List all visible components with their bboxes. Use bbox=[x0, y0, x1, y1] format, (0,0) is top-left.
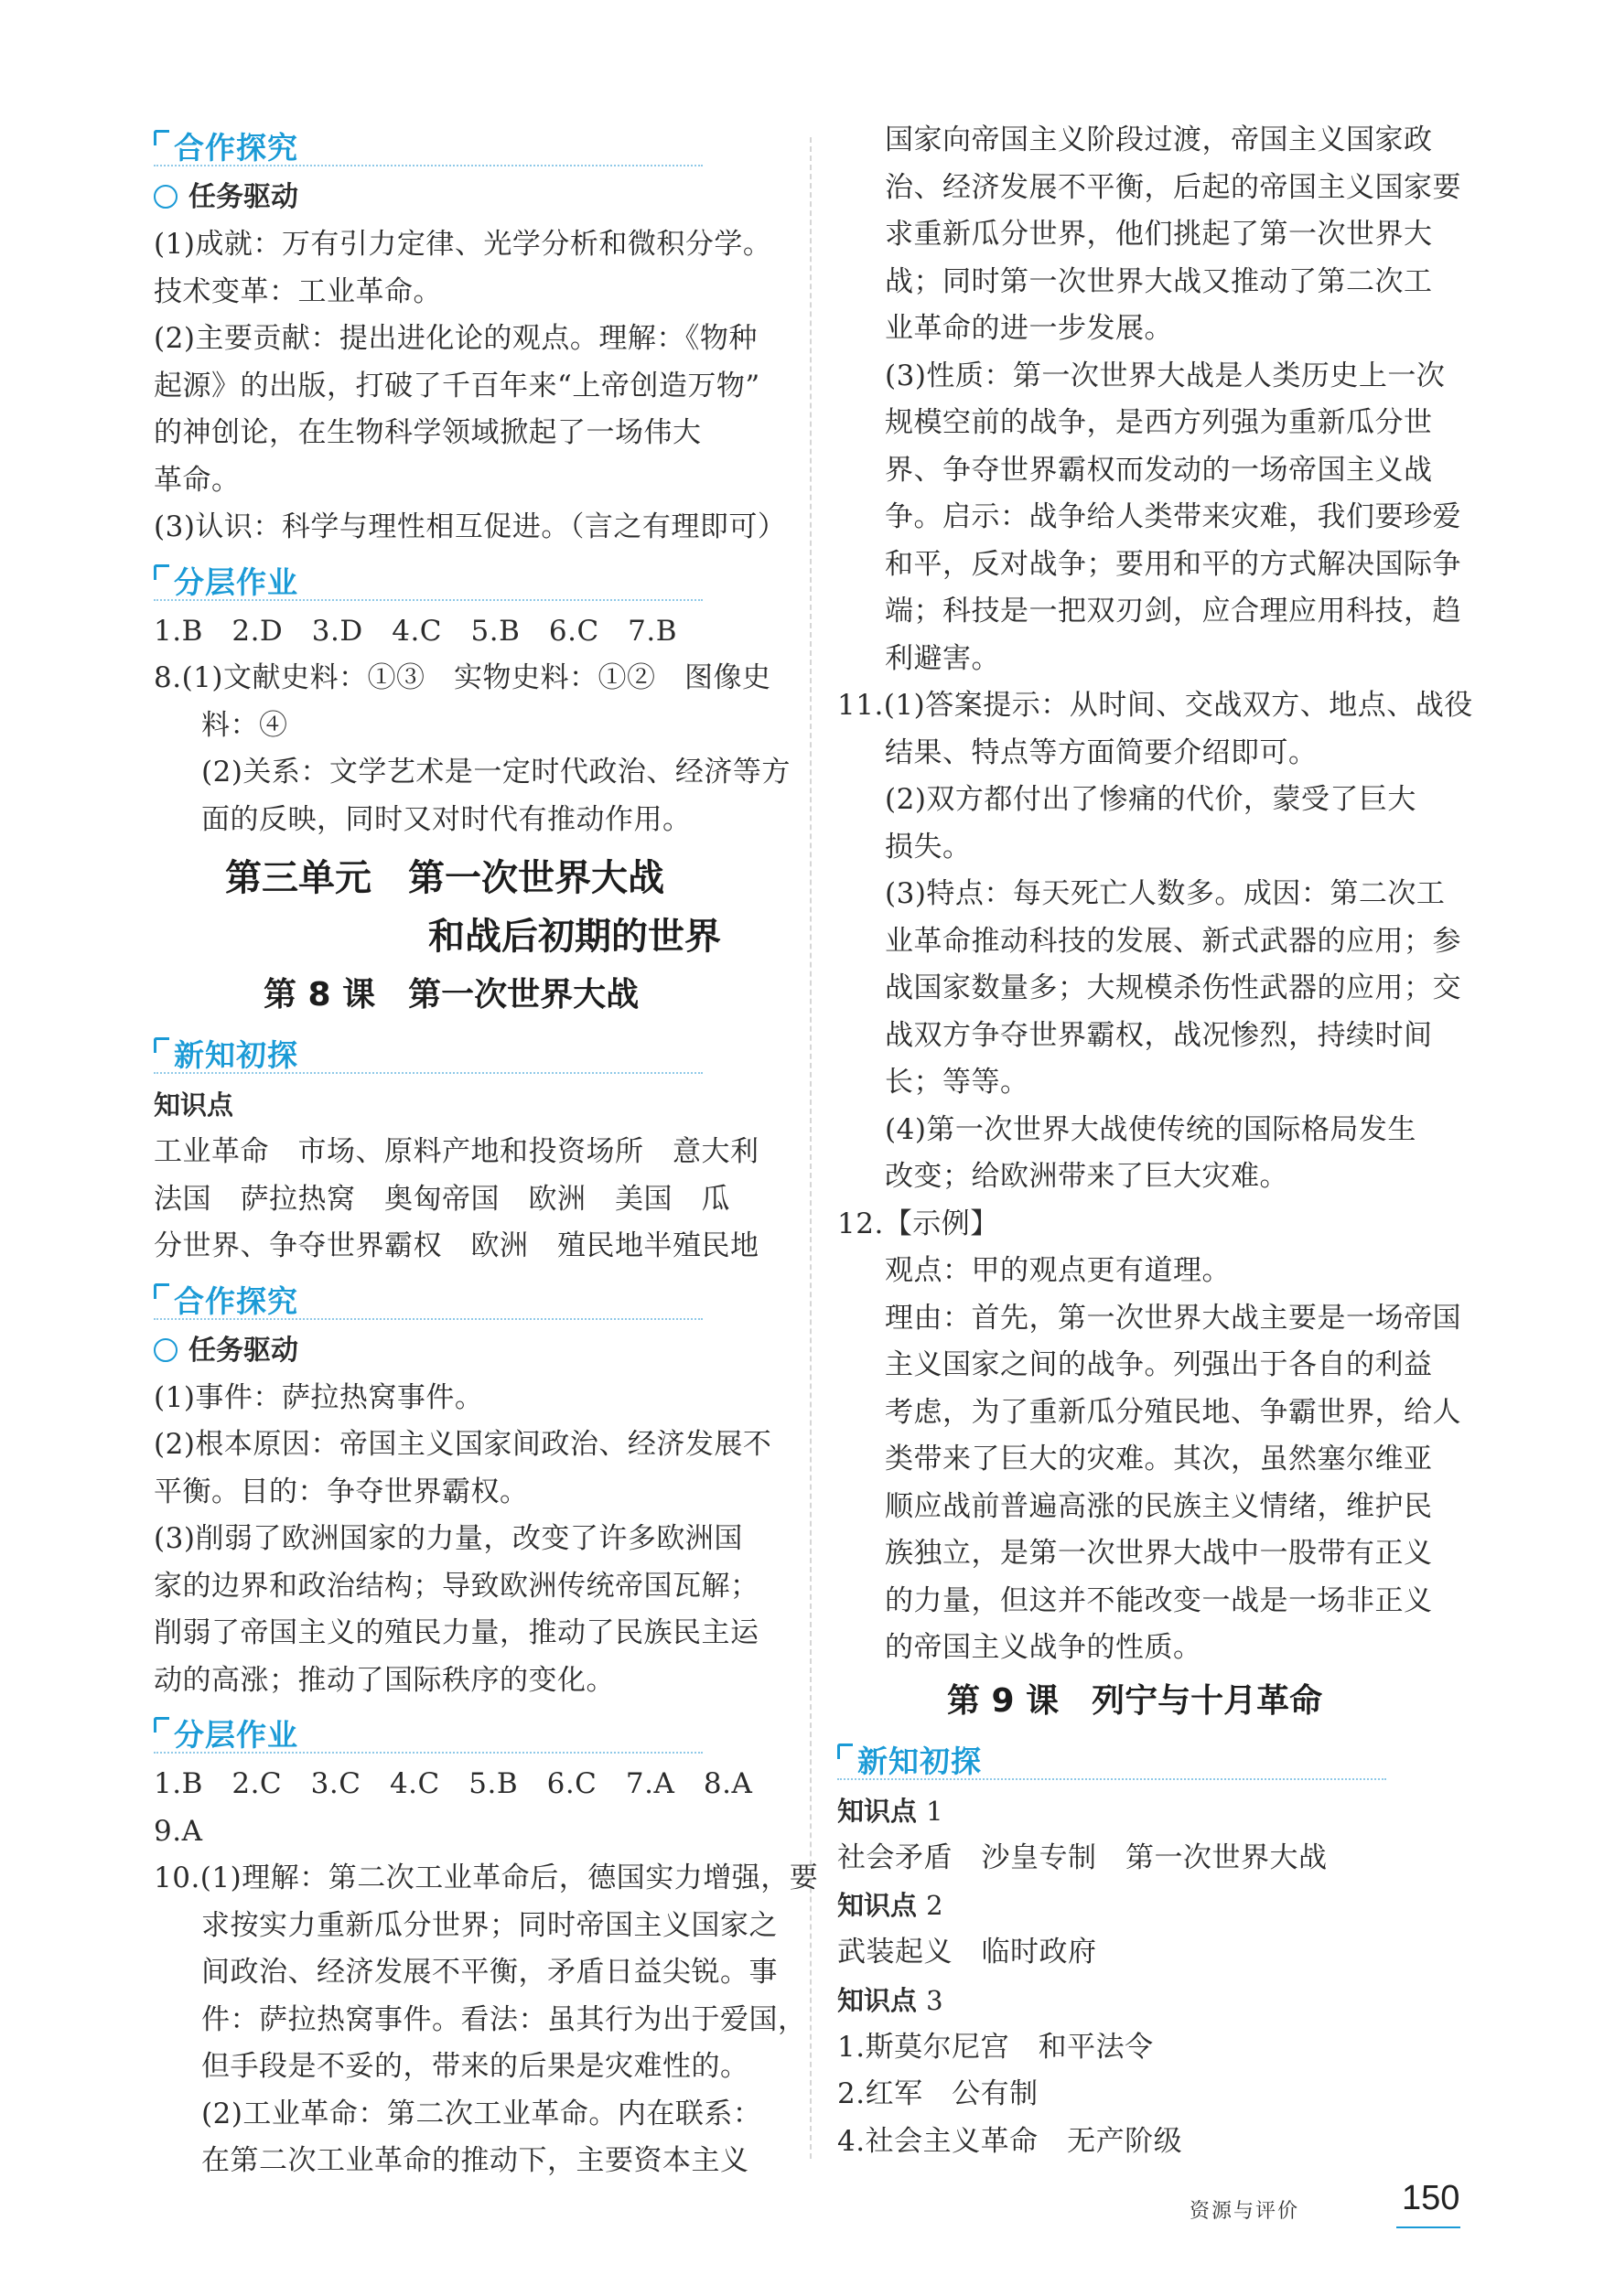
answer-line: 1.B 2.D 3.D 4.C 5.B 6.C 7.B bbox=[154, 614, 678, 648]
section-marker-icon bbox=[154, 1283, 169, 1299]
answer-line: 2.红军 公有制 bbox=[837, 2077, 1039, 2110]
answer-line: 武装起义 临时政府 bbox=[837, 1936, 1097, 1969]
answer-line: (4)第一次世界大战使传统的国际格局发生 bbox=[885, 1112, 1416, 1146]
answer-line: 1.B 2.C 3.C 4.C 5.B 6.C 7.A 8.A bbox=[154, 1767, 753, 1800]
knowledge-point-1-label bbox=[837, 1787, 1478, 1835]
knowledge-point-number: 1 bbox=[926, 1795, 943, 1827]
page-number: 150 bbox=[1402, 2179, 1460, 2217]
section-header-new-knowledge bbox=[837, 1736, 1478, 1782]
footer-label: 资源与评价 bbox=[1190, 2200, 1300, 2223]
lesson-8-title: 第 8 课 第一次世界大战 bbox=[264, 976, 640, 1014]
knowledge-point-label-text: 知识点 bbox=[837, 1984, 918, 2016]
answer-line: 技术变革：工业革命。 bbox=[154, 274, 442, 308]
answer-line: (2)工业革命：第二次工业革命。内在联系： bbox=[201, 2097, 762, 2130]
task-drive-heading bbox=[154, 174, 794, 221]
section-title: 合作探究 bbox=[174, 130, 298, 166]
section-marker-icon bbox=[154, 130, 169, 145]
section-header-layered-homework bbox=[154, 557, 794, 603]
column-divider bbox=[810, 137, 812, 2159]
answer-line: 的力量，但这并不能改变一战是一场非正义 bbox=[885, 1583, 1433, 1617]
section-title: 新知初探 bbox=[857, 1743, 982, 1779]
answer-line: 面的反映，同时又对时代有推动作用。 bbox=[201, 802, 692, 836]
answer-line: 主义国家之间的战争。列强出于各自的利益 bbox=[885, 1348, 1433, 1381]
answer-line: 观点：甲的观点更有道理。 bbox=[885, 1254, 1231, 1287]
answer-line: (3)削弱了欧洲国家的力量，改变了许多欧洲国 bbox=[154, 1522, 743, 1555]
answer-line: (2)关系：文学艺术是一定时代政治、经济等方 bbox=[201, 756, 791, 789]
knowledge-point-number: 3 bbox=[926, 1984, 943, 2016]
task-drive-icon bbox=[154, 185, 178, 209]
answer-line: (3)性质：第一次世界大战是人类历史上一次 bbox=[885, 359, 1446, 392]
answer-line: 利避害。 bbox=[885, 641, 1000, 675]
answer-line: 11.(1)答案提示：从时间、交战双方、地点、战役 bbox=[837, 689, 1473, 722]
answer-line: 料：④ bbox=[201, 708, 288, 742]
task-drive-label: 任务驱动 bbox=[188, 1334, 298, 1367]
section-rule bbox=[154, 165, 703, 166]
unit-title-line2: 和战后初期的世界 bbox=[428, 916, 721, 958]
answer-line: (1)成就：万有引力定律、光学分析和微积分学。 bbox=[154, 228, 772, 261]
page-number-underline bbox=[1396, 2226, 1460, 2228]
knowledge-point-label: 知识点 bbox=[154, 1089, 234, 1121]
knowledge-point-label-text: 知识点 bbox=[837, 1795, 918, 1827]
answer-line: 工业革命 市场、原料产地和投资场所 意大利 bbox=[154, 1135, 759, 1168]
answer-line: (2)主要贡献：提出进化论的观点。理解：《物种 bbox=[154, 322, 758, 355]
answer-line: 家的边界和政治结构；导致欧洲传统帝国瓦解； bbox=[154, 1569, 759, 1603]
answer-line: 的帝国主义战争的性质。 bbox=[885, 1631, 1202, 1664]
answer-line: 动的高涨；推动了国际秩序的变化。 bbox=[154, 1663, 615, 1697]
answer-line: 改变；给欧洲带来了巨大灾难。 bbox=[885, 1160, 1288, 1193]
answer-line: 和平，反对战争；要用和平的方式解决国际争 bbox=[885, 547, 1461, 581]
answer-line: 削弱了帝国主义的殖民力量，推动了民族民主运 bbox=[154, 1616, 759, 1649]
section-title: 分层作业 bbox=[174, 563, 298, 600]
answer-line: 治、经济发展不平衡，后起的帝国主义国家要 bbox=[885, 170, 1461, 204]
section-header-cooperation bbox=[154, 123, 794, 168]
section-rule bbox=[154, 1318, 703, 1320]
answer-line: 在第二次工业革命的推动下，主要资本主义 bbox=[201, 2144, 749, 2177]
knowledge-point-label-text: 知识点 bbox=[837, 1890, 918, 1921]
answer-line: 但手段是不妥的，带来的后果是灾难性的。 bbox=[201, 2050, 749, 2083]
answer-line: 的神创论，在生物科学领域掀起了一场伟大 bbox=[154, 416, 702, 449]
answer-line: 法国 萨拉热窝 奥匈帝国 欧洲 美国 瓜 bbox=[154, 1182, 730, 1216]
answer-line: (2)根本原因：帝国主义国家间政治、经济发展不 bbox=[154, 1428, 772, 1461]
answer-line: 起源》的出版，打破了千百年来“上帝创造万物” bbox=[154, 369, 760, 402]
unit-title-line1: 第三单元 第一次世界大战 bbox=[225, 857, 664, 899]
right-column bbox=[837, 117, 1478, 2165]
task-drive-icon bbox=[154, 1338, 178, 1362]
answer-line: 求按实力重新瓜分世界；同时帝国主义国家之 bbox=[201, 1908, 778, 1942]
answer-line: 业革命的进一步发展。 bbox=[885, 312, 1173, 345]
answer-line: 业革命推动科技的发展、新式武器的应用；参 bbox=[885, 924, 1461, 958]
knowledge-point-3-label bbox=[837, 1977, 1478, 2024]
task-drive-label: 任务驱动 bbox=[188, 181, 298, 213]
section-header-new-knowledge bbox=[154, 1030, 794, 1076]
left-column bbox=[154, 117, 819, 2185]
answer-line: 间政治、经济发展不平衡，矛盾日益尖锐。事 bbox=[201, 1956, 778, 1989]
lesson-9-title: 第 9 课 列宁与十月革命 bbox=[947, 1681, 1323, 1720]
answer-line: 战国家数量多；大规模杀伤性武器的应用；交 bbox=[885, 971, 1461, 1004]
knowledge-point-2-label bbox=[837, 1882, 1478, 1929]
knowledge-point-number: 2 bbox=[926, 1890, 943, 1921]
answer-line: 革命。 bbox=[154, 463, 241, 497]
answer-line: 分世界、争夺世界霸权 欧洲 殖民地半殖民地 bbox=[154, 1229, 759, 1262]
section-title: 分层作业 bbox=[174, 1717, 298, 1753]
answer-line: 规模空前的战争，是西方列强为重新瓜分世 bbox=[885, 406, 1433, 439]
answer-line: (2)双方都付出了惨痛的代价，蒙受了巨大 bbox=[885, 783, 1416, 816]
section-rule bbox=[837, 1778, 1386, 1780]
section-header-cooperation bbox=[154, 1276, 794, 1322]
answer-line: 平衡。目的：争夺世界霸权。 bbox=[154, 1475, 529, 1508]
answer-line: 国家向帝国主义阶段过渡，帝国主义国家政 bbox=[885, 123, 1433, 156]
answer-line: 10.(1)理解：第二次工业革命后，德国实力增强，要 bbox=[154, 1861, 819, 1894]
section-marker-icon bbox=[154, 1717, 169, 1733]
answer-line: 9.A bbox=[154, 1814, 203, 1848]
answer-line: 战；同时第一次世界大战又推动了第二次工 bbox=[885, 264, 1433, 298]
answer-line: 长；等等。 bbox=[885, 1066, 1029, 1099]
answer-line: 社会矛盾 沙皇专制 第一次世界大战 bbox=[837, 1840, 1328, 1874]
section-header-layered-homework bbox=[154, 1710, 794, 1755]
section-title: 合作探究 bbox=[174, 1282, 298, 1319]
answer-line: 考虑，为了重新瓜分殖民地、争霸世界，给人 bbox=[885, 1395, 1461, 1429]
answer-line: 件：萨拉热窝事件。看法：虽其行为出于爱国， bbox=[201, 2002, 807, 2036]
section-marker-icon bbox=[837, 1743, 853, 1759]
answer-line: 类带来了巨大的灾难。其次，虽然塞尔维亚 bbox=[885, 1443, 1433, 1475]
answer-line: 12.【示例】 bbox=[837, 1207, 999, 1240]
answer-line: 端；科技是一把双刃剑，应合理应用科技，趋 bbox=[885, 595, 1461, 628]
answer-line: 4.社会主义革命 无产阶级 bbox=[837, 2124, 1183, 2158]
section-marker-icon bbox=[154, 564, 169, 580]
answer-line: 顺应战前普遍高涨的民族主义情绪，维护民 bbox=[885, 1489, 1433, 1523]
answer-line: (1)事件：萨拉热窝事件。 bbox=[154, 1380, 484, 1414]
answer-line: 8.(1)文献史料：①③ 实物史料：①② 图像史 bbox=[154, 661, 771, 694]
task-drive-heading bbox=[154, 1327, 794, 1375]
section-marker-icon bbox=[154, 1037, 169, 1053]
answer-line: 损失。 bbox=[885, 830, 972, 864]
answer-line: 争。启示：战争给人类带来灾难，我们要珍爱 bbox=[885, 500, 1461, 533]
answer-line: (3)认识：科学与理性相互促进。（言之有理即可） bbox=[154, 510, 787, 543]
section-title: 新知初探 bbox=[174, 1037, 298, 1073]
answer-line: 结果、特点等方面简要介绍即可。 bbox=[885, 735, 1318, 769]
section-rule bbox=[154, 1072, 703, 1074]
section-rule bbox=[154, 599, 703, 601]
answer-line: 族独立，是第一次世界大战中一股带有正义 bbox=[885, 1537, 1433, 1570]
answer-line: 求重新瓜分世界，他们挑起了第一次世界大 bbox=[885, 218, 1433, 251]
answer-line: (3)特点：每天死亡人数多。成因：第二次工 bbox=[885, 877, 1446, 910]
answer-line: 界、争夺世界霸权而发动的一场帝国主义战 bbox=[885, 453, 1433, 487]
answer-line: 1.斯莫尔尼宫 和平法令 bbox=[837, 2030, 1154, 2064]
section-rule bbox=[154, 1752, 703, 1754]
page-footer bbox=[1190, 2175, 1491, 2239]
answer-line: 战双方争夺世界霸权，战况惨烈，持续时间 bbox=[885, 1018, 1433, 1052]
answer-line: 理由：首先，第一次世界大战主要是一场帝国 bbox=[885, 1301, 1461, 1335]
